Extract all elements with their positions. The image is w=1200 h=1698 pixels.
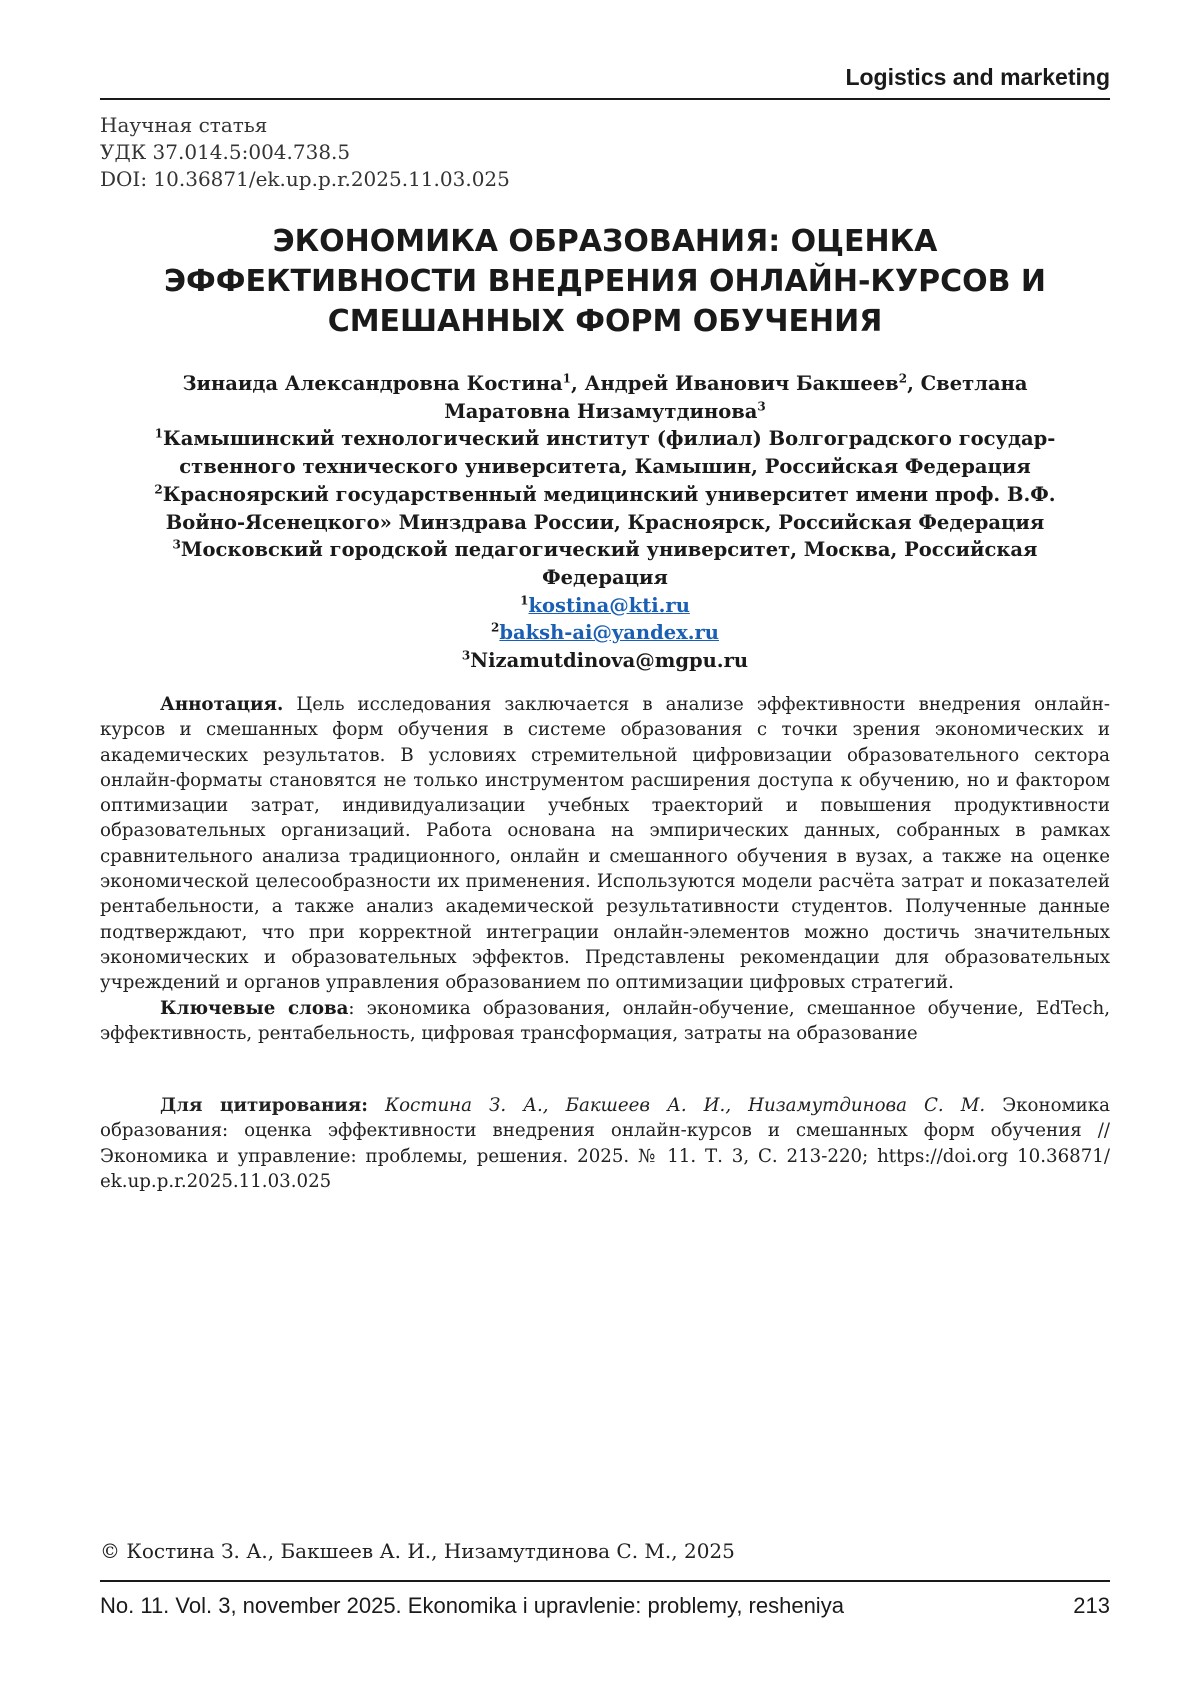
doi: DOI: 10.36871/ek.up.p.r.2025.11.03.025: [100, 167, 510, 191]
footer-rule: [100, 1580, 1110, 1582]
page-number: 213: [1073, 1593, 1110, 1618]
keywords-paragraph: [100, 996, 1110, 1047]
citation-text: Экономика образования: оценка эффективности внедрения онлайн-курсов и смешанных форм обучения // Экономика и управление: проблемы, решения. 2025. № 11. Т. 3, С. 213-220; https://doi.org 10.36871/ ek.up.p.r.2025.11.03.025: [100, 1095, 1111, 1192]
affiliation-marker: 1: [520, 593, 529, 608]
affiliation-2: $^2$Красноярский государственный медицинский университет имени проф. В.Ф. Войно-Ясенецкого» Минздрава России, Красноярск, Российская Федерация: [154, 482, 1056, 534]
affiliation-marker: 3: [757, 399, 766, 414]
keywords-label: Ключевые слова: [160, 997, 349, 1019]
author-name: Зинаида Александровна Костина: [182, 372, 563, 395]
affiliation-marker: 1: [154, 426, 163, 441]
article-meta: [100, 112, 510, 193]
author-name: Маратовна Низамутдинова: [444, 399, 758, 423]
citation-block: [100, 1093, 1110, 1194]
affiliation-marker: 2: [491, 620, 500, 635]
authors-block: [120, 370, 1090, 675]
udc-code: УДК 37.014.5:004.738.5: [100, 140, 351, 164]
issue-info: No. 11. Vol. 3, november 2025. Ekonomika i upravlenie: problemy, resheniya: [100, 1593, 844, 1618]
email-1-row: [120, 592, 1090, 620]
title-line: ЭФФЕКТИВНОСТИ ВНЕДРЕНИЯ ОНЛАЙН-КУРСОВ И: [163, 264, 1047, 299]
article-title: [110, 222, 1100, 342]
affiliation-marker: 1: [562, 371, 572, 386]
email-2-row: [120, 619, 1090, 647]
affiliation-marker: 3: [461, 648, 471, 663]
email-3-row: [120, 647, 1090, 675]
article-type: Научная статья: [100, 113, 268, 137]
citation-authors: Костина З. А., Бакшеев А. И., Низамутдинова С. М.: [385, 1095, 986, 1116]
affiliation-marker: 2: [898, 371, 908, 386]
header-rule: [100, 98, 1110, 100]
keywords-text: : экономика образования, онлайн-обучение, смешанное обучение, EdTech, эффективность, рентабельность, цифровая трансформация, затраты на образование: [100, 997, 1110, 1044]
email-link-kostina[interactable]: kostina@kti.ru: [528, 593, 690, 617]
email-link-baksheev[interactable]: baksh-ai@yandex.ru: [499, 621, 719, 645]
title-line: ЭКОНОМИКА ОБРАЗОВАНИЯ: ОЦЕНКА: [272, 224, 938, 259]
citation-label: Для цитирования:: [160, 1095, 368, 1116]
author-names: Зинаида Александровна Костина$^1$, Андрей Иванович Бакшеев$^2$, Светлана Маратовна Низамутдинова$^3$: [182, 371, 1028, 423]
title-line: СМЕШАННЫХ ФОРМ ОБУЧЕНИЯ: [327, 304, 883, 339]
affiliation-3: $^3$Московский городской педагогический университет, Москва, Российская Федерация: [172, 537, 1038, 589]
abstract-text: Цель исследования заключается в анализе эффективности внедрения онлайн-курсов и смешанных форм обучения в системе образования с точки зрения экономических и академических результатов. В условиях стремительной цифровизации образовательного сектора онлайн-форматы становятся не только инструментом расширения доступа к обучению, но и фактором оптимизации затрат, индивидуализации учебных траекторий и повышения продуктивности образовательных организаций. Работа основана на эмпирических данных, собранных в рамках сравнительного анализа традиционного, онлайн и смешанного обучения в вузах, а также на оценке экономической целесообразности их применения. Используются модели расчёта затрат и показателей рентабельности, а также анализ академической результативности студентов. Полученные данные подтверждают, что при корректной интеграции онлайн-элементов можно достичь значительных экономических и образовательных эффектов. Представлены рекомендации для образовательных учреждений и органов управления образованием по оптимизации цифровых стратегий.: [100, 694, 1110, 994]
running-head: Logistics and marketing: [845, 64, 1110, 90]
affiliation-marker: 2: [154, 482, 163, 497]
page-footer: [100, 1593, 1110, 1619]
citation-paragraph: [100, 1093, 1110, 1194]
affiliation-1: $^1$Камышинский технологический институт (филиал) Волгоградского государ- ственного технического университета, Камышин, Российская Федерация: [154, 426, 1056, 479]
abstract-block: [100, 692, 1110, 1046]
email-nizamutdinova: Nizamutdinova@mgpu.ru: [470, 649, 749, 673]
abstract-paragraph: [100, 692, 1110, 996]
author-name: Светлана: [920, 372, 1028, 395]
affiliation-marker: 3: [172, 537, 181, 552]
copyright: © Костина З. А., Бакшеев А. И., Низамутдинова С. М., 2025: [100, 1539, 735, 1563]
author-name: Андрей Иванович Бакшеев: [584, 372, 899, 395]
abstract-label: Аннотация.: [160, 694, 284, 715]
